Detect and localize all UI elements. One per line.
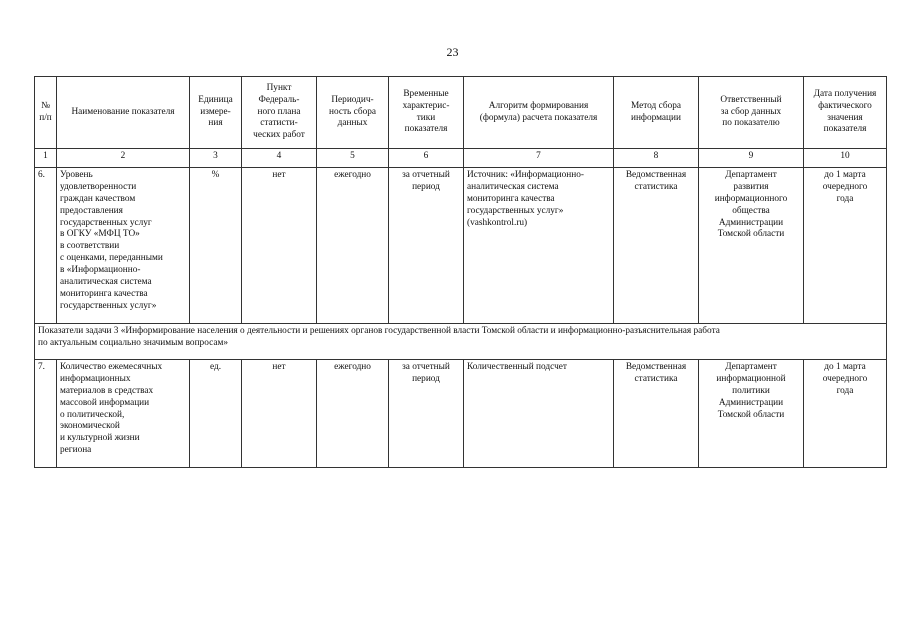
- row-num: 7.: [35, 360, 57, 468]
- header-cell-method: Метод сбора информации: [614, 77, 699, 149]
- indicator-method: Ведомственная статистика: [614, 360, 699, 468]
- column-number: 4: [242, 149, 317, 168]
- indicator-responsible: Департамент информационной политики Администрации Томской области: [699, 360, 804, 468]
- indicator-unit: %: [190, 168, 242, 324]
- header-cell-responsible: Ответственный за сбор данных по показателю: [699, 77, 804, 149]
- table-row: [35, 360, 887, 468]
- indicator-date: до 1 марта очередного года: [804, 360, 887, 468]
- indicator-name: Количество ежемесячных информационных материалов в средствах массовой информации о политической, экономической и культурной жизни региона: [57, 360, 190, 468]
- indicator-plan-item: нет: [242, 168, 317, 324]
- indicator-periodicity: ежегодно: [317, 168, 389, 324]
- column-number: 3: [190, 149, 242, 168]
- indicators-table: [34, 76, 887, 468]
- header-cell-name: Наименование показателя: [57, 77, 190, 149]
- column-number: 1: [35, 149, 57, 168]
- header-cell-algorithm: Алгоритм формирования (формула) расчета показателя: [464, 77, 614, 149]
- header-cell-num: № п/п: [35, 77, 57, 149]
- column-number: 10: [804, 149, 887, 168]
- page-number: 23: [446, 45, 459, 59]
- indicator-algorithm: Количественный подсчет: [464, 360, 614, 468]
- indicator-plan-item: нет: [242, 360, 317, 468]
- column-number: 8: [614, 149, 699, 168]
- task-heading-row: [35, 324, 887, 360]
- header-row: [35, 77, 887, 149]
- indicator-time-characteristics: за отчетный период: [389, 168, 464, 324]
- table-row: [35, 168, 887, 324]
- column-number: 7: [464, 149, 614, 168]
- header-cell-date: Дата получения фактического значения показателя: [804, 77, 887, 149]
- indicator-date: до 1 марта очередного года: [804, 168, 887, 324]
- column-number: 2: [57, 149, 190, 168]
- task-heading: Показатели задачи 3 «Информирование населения о деятельности и решениях органов государственной власти Томской области и информационно-разъяснительная работа по актуальным социально значимым вопросам»: [35, 324, 887, 360]
- column-number: 6: [389, 149, 464, 168]
- header-cell-unit: Единица измере- ния: [190, 77, 242, 149]
- row-num: 6.: [35, 168, 57, 324]
- column-number: 9: [699, 149, 804, 168]
- header-cell-time-characteristics: Временные характерис- тики показателя: [389, 77, 464, 149]
- column-number-row: [35, 149, 887, 168]
- indicator-algorithm: Источник: «Информационно- аналитическая система мониторинга качества государственных услуг» (vashkontrol.ru): [464, 168, 614, 324]
- indicator-periodicity: ежегодно: [317, 360, 389, 468]
- indicator-responsible: Департамент развития информационного общества Администрации Томской области: [699, 168, 804, 324]
- indicator-name: Уровень удовлетворенности граждан качеством предоставления государственных услуг в ОГКУ «МФЦ ТО» в соответствии с оценками, переданными в «Информационно- аналитическая система мониторинга качества государственных услуг»: [57, 168, 190, 324]
- indicator-unit: ед.: [190, 360, 242, 468]
- indicator-method: Ведомственная статистика: [614, 168, 699, 324]
- indicator-time-characteristics: за отчетный период: [389, 360, 464, 468]
- column-number: 5: [317, 149, 389, 168]
- header-cell-plan-item: Пункт Федераль- ного плана статисти- ческих работ: [242, 77, 317, 149]
- header-cell-periodicity: Периодич- ность сбора данных: [317, 77, 389, 149]
